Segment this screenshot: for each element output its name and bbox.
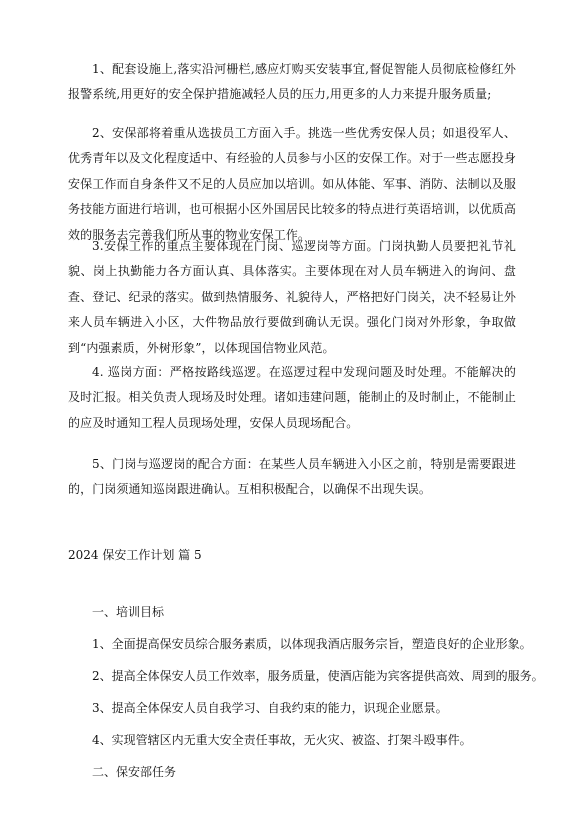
paragraph-4: 4. 巡岗方面：严格按路线巡逻。在巡逻过程中发现问题及时处理。不能解决的及时汇报。相关负责人现场及时处理。诸如违建问题，能制止的及时制止，不能制止的应及时通知工程人员现场处理，安保人员现场配合。: [68, 365, 516, 430]
paragraph-2: 2、安保部将着重从选拔员工方面入手。挑选一些优秀安保人员；如退役军人、优秀青年以及文化程度适中、有经验的人员参与小区的安保工作。对于一些志愿投身安保工作而自身条件又不足的人员应加以培训。如从体能、军事、消防、法制以及服务技能方面进行培训，也可根据小区外国居民比较多的特点进行英语培训，以优质高效的服务去完善我们所从事的物业安保工作。: [68, 126, 516, 242]
paragraph-1: 1、配套设施上,落实沿河栅栏,感应灯购买安装事宜,督促智能人员彻底检修红外报警系统,用更好的安全保护措施减轻人员的压力,用更多的人力来提升服务质量;: [68, 62, 516, 102]
list-item: 1、全面提高保安员综合服务素质，以体现我酒店服务宗旨，塑造良好的企业形象。: [92, 637, 532, 651]
paragraph-3: 3.安保工作的重点主要体现在门岗、巡逻岗等方面。门岗执勤人员要把礼节礼貌、岗上执勤能力各方面认真、具体落实。主要体现在对人员车辆进入的询问、盘查、登记、纪录的落实。做到热情服务、礼貌待人，严格把好门岗关，决不轻易让外来人员车辆进入小区，大件物品放行要做到确认无误。强化门岗对外形象，争取做到“内强素质，外树形象”，以体现国信物业风范。: [68, 239, 516, 355]
list-item: 4、实现管辖区内无重大安全责任事故，无火灾、被盗、打架斗殴事件。: [92, 733, 472, 747]
section-title: 2024 保安工作计划 篇 5: [68, 548, 202, 562]
list-item: 3、提高全体保安人员自我学习、自我约束的能力，识现企业愿景。: [92, 701, 448, 715]
heading-security-tasks: 二、保安部任务: [92, 765, 177, 779]
heading-training-goals: 一、培训目标: [92, 605, 165, 619]
list-item: 2、提高全体保安人员工作效率，服务质量，使酒店能为宾客提供高效、周到的服务。: [92, 669, 544, 683]
paragraph-5: 5、门岗与巡逻岗的配合方面：在某些人员车辆进入小区之前，特别是需要跟进的，门岗须通知巡岗跟进确认。互相积极配合，以确保不出现失误。: [68, 457, 516, 497]
